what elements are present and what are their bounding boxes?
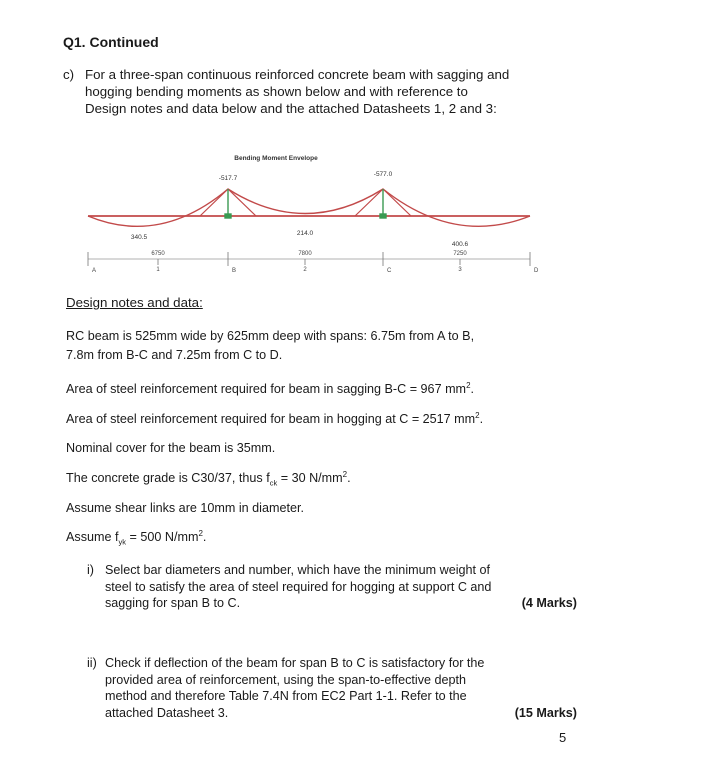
design-notes-title: Design notes and data: xyxy=(66,295,203,310)
hogging-label-c: -577.0 xyxy=(373,171,393,178)
span-length-cd: 7250 xyxy=(453,251,467,257)
support-label-b: B xyxy=(232,268,237,274)
sagging-label-ab: 340.5 xyxy=(130,234,148,241)
diagram-title: Bending Moment Envelope xyxy=(234,155,318,162)
hogging-steel-note: Area of steel reinforcement required for beam in hogging at C = 2517 $mm^2$. xyxy=(66,410,484,426)
question-ii-line-3: method and therefore Table 7.4N from EC2 Part 1-1. Refer to the xyxy=(105,689,467,704)
hogging-label-b: -517.7 xyxy=(218,175,238,182)
fyk-note: Assume $f_{yk} = 500$ $N/mm^2$. xyxy=(66,528,207,547)
question-i-line-2: steel to satisfy the area of steel required for hogging at support C and xyxy=(105,579,492,594)
question-i xyxy=(87,562,577,612)
beam-line-2: 7.8m from B-C and 7.25m from C to D. xyxy=(66,348,283,362)
question-ii-number: ii) xyxy=(87,656,97,670)
beam-line-1: RC beam is 525mm wide by 625mm deep with spans: 6.75m from A to B, xyxy=(66,329,475,343)
part-c-line-3: Design notes and data below and the attached Datasheets 1, 2 and 3: xyxy=(85,101,497,116)
part-c-line-1: For a three-span continuous reinforced concrete beam with sagging and xyxy=(85,67,510,82)
support-marker-b xyxy=(225,214,231,218)
concrete-grade-note: The concrete grade is C30/37, thus $f_{ck} = 30$ $N/mm^2$. xyxy=(66,469,351,488)
part-c-line-2: hogging bending moments as shown below and with reference to xyxy=(85,84,468,99)
question-ii-marks: (15 Marks) xyxy=(514,705,577,720)
question-i-line-3: sagging for span B to C. xyxy=(105,596,241,611)
support-label-a: A xyxy=(92,268,97,274)
sagging-label-bc: 214.0 xyxy=(296,230,314,237)
question-ii-line-1: Check if deflection of the beam for span B to C is satisfactory for the xyxy=(105,656,485,670)
span-number-1: 1 xyxy=(156,267,160,273)
question-i-line-1: Select bar diameters and number, which have the minimum weight of xyxy=(105,563,491,577)
envelope-curve xyxy=(88,189,530,226)
sagging-label-cd: 400.6 xyxy=(451,241,469,248)
bending-moment-diagram xyxy=(0,0,706,290)
question-ii-line-4: attached Datasheet 3. xyxy=(105,705,229,720)
sagging-steel-note: Area of steel reinforcement required for beam in sagging B-C = 967 $mm^2$. xyxy=(66,380,475,396)
question-ii-line-2: provided area of reinforcement, using the span-to-effective depth xyxy=(105,672,467,687)
span-number-3: 3 xyxy=(458,267,462,273)
span-length-ab: 6750 xyxy=(151,251,165,257)
support-label-d: D xyxy=(534,268,539,274)
support-marker-c xyxy=(380,214,386,218)
question-i-number: i) xyxy=(87,563,94,577)
cover-note: Nominal cover for the beam is 35mm. xyxy=(66,441,276,455)
question-i-marks: (4 Marks) xyxy=(521,596,577,611)
part-c-label: c) xyxy=(63,67,75,82)
question-heading: Q1. Continued xyxy=(63,34,159,50)
span-length-bc: 7800 xyxy=(298,251,312,257)
question-ii xyxy=(87,655,577,721)
page-number: 5 xyxy=(559,730,567,745)
shear-links-note: Assume shear links are 10mm in diameter. xyxy=(66,501,304,515)
beam-dimensions xyxy=(66,327,586,365)
support-label-c: C xyxy=(387,268,392,274)
span-number-2: 2 xyxy=(303,267,307,273)
